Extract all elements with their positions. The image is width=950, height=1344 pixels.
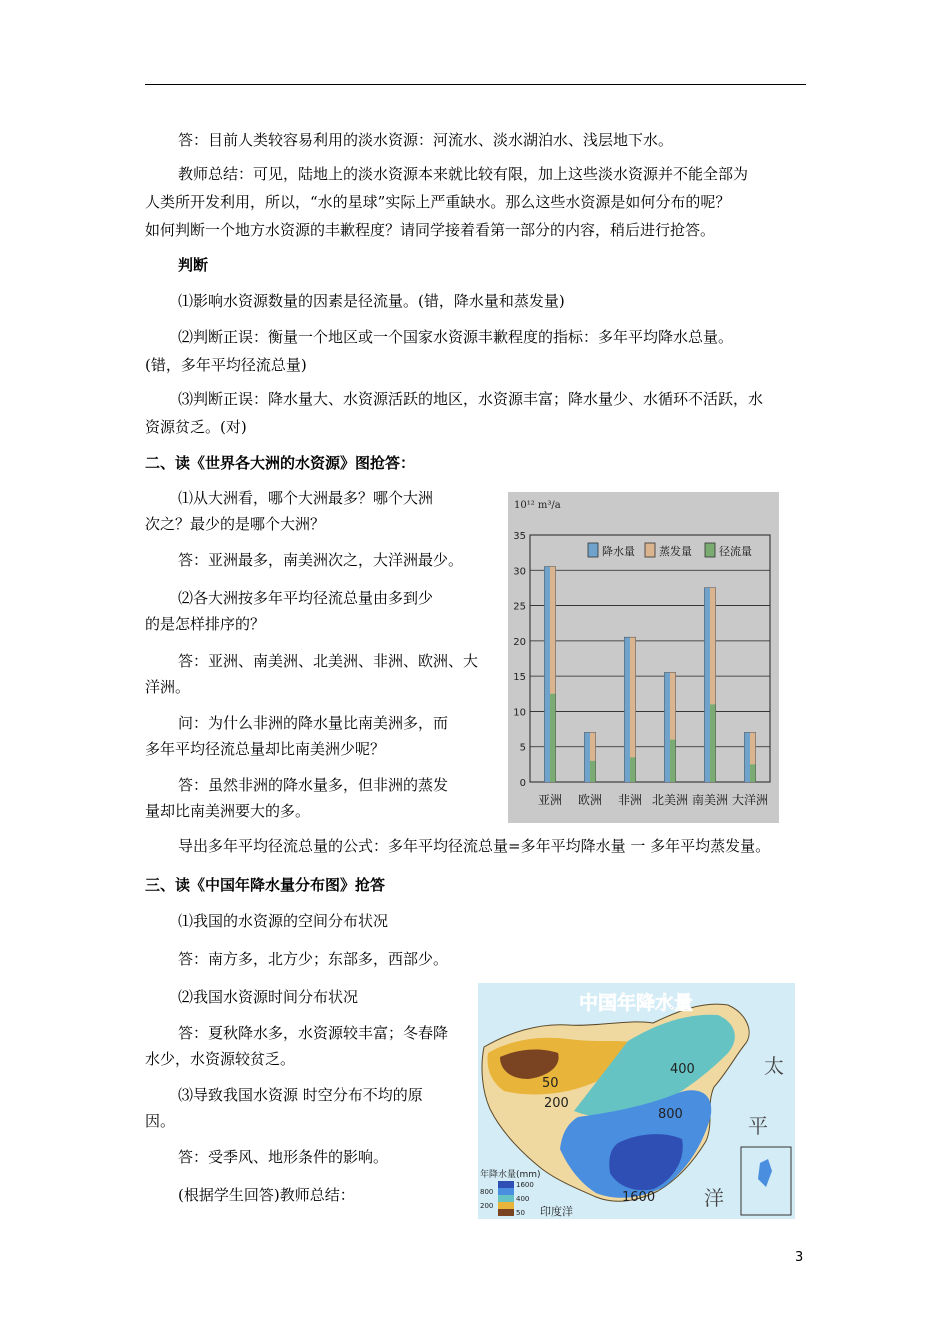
judge-item-1: ⑴影响水资源数量的因素是径流量。(错，降水量和蒸发量) [178, 292, 565, 310]
chart-xtick-label: 欧洲 [577, 793, 603, 807]
chart-bar-runoff [590, 761, 596, 782]
map-legend-label-800: 800 [480, 1188, 494, 1196]
map-legend-label-1600: 1600 [516, 1181, 534, 1189]
s3-a1: 答：南方多，北方少；东部多，西部少。 [178, 950, 449, 968]
a2-line-2: 洋洲。 [145, 678, 191, 696]
judge-item-2-line-2: (错，多年平均径流总量) [145, 356, 307, 374]
runoff-formula: 导出多年平均径流总量的公式：多年平均径流总量=多年平均降水量 一 多年平均蒸发量。 [178, 837, 771, 855]
map-ocean-label-yang: 洋 [704, 1186, 724, 1210]
chart-bar-runoff [750, 764, 756, 782]
map-legend-swatch-800 [498, 1188, 514, 1195]
q1-line-1: ⑴从大洲看，哪个大洲最多？哪个大洲 [178, 489, 434, 507]
s3-a2-line-1: 答：夏秋降水多，水资源较丰富；冬春降 [178, 1024, 449, 1042]
map-legend-label-50: 50 [516, 1209, 525, 1217]
map-isoline-50: 50 [542, 1076, 559, 1091]
s3-q1: ⑴我国的水资源的空间分布状况 [178, 912, 389, 930]
chart-bar-evaporation [550, 567, 556, 694]
s3-a2-line-2: 水少，水资源较贫乏。 [145, 1050, 296, 1068]
q1-line-2: 次之？最少的是哪个大洲？ [145, 515, 326, 533]
chart-bar-precipitation [625, 637, 631, 782]
q3-line-1: 问：为什么非洲的降水量比南美洲多，而 [178, 714, 449, 732]
map-ocean-label-tai: 太 [764, 1054, 784, 1078]
chart-legend-swatch [705, 543, 715, 557]
map-legend-title: 年降水量(mm) [480, 1170, 541, 1180]
chart-bar-evaporation [710, 588, 716, 704]
chart-legend-swatch [645, 543, 655, 557]
chart-xtick-label: 亚洲 [537, 793, 563, 807]
s3-a3: 答：受季风、地形条件的影响。 [178, 1148, 389, 1166]
chart-ytick-label: 10 [513, 707, 526, 719]
teacher-summary-line-2: 人类所开发利用，所以，“水的星球”实际上严重缺水。那么这些水资源是如何分布的呢？ [145, 193, 731, 211]
chart-ytick-label: 35 [513, 531, 526, 542]
map-legend-swatch-200 [498, 1202, 514, 1209]
judge-item-3-line-2: 资源贫乏。(对) [145, 418, 247, 436]
map-svg [478, 983, 795, 1219]
a3-line-2: 量却比南美洲要大的多。 [145, 802, 311, 820]
a2-line-1: 答：亚洲、南美洲、北美洲、非洲、欧洲、大 [178, 652, 479, 670]
chart-xtick-label: 北美洲 [651, 793, 689, 807]
q2-line-1: ⑵各大洲按多年平均径流总量由多到少 [178, 589, 434, 607]
chart-svg [508, 492, 779, 823]
header-rule [145, 84, 806, 85]
chart-ytick-label: 15 [513, 672, 526, 684]
map-legend-swatch-50 [498, 1209, 514, 1216]
page-number: 3 [795, 1250, 804, 1265]
chart-bar-runoff [710, 704, 716, 782]
map-ocean-label-ping: 平 [748, 1114, 768, 1138]
map-title: 中国年降水量 [578, 992, 694, 1014]
chart-xtick-label: 南美洲 [691, 793, 729, 807]
map-isoline-800: 800 [658, 1107, 683, 1122]
chart-xtick-label: 非洲 [617, 793, 643, 807]
judge-heading: 判断 [178, 256, 209, 274]
teacher-summary-line-3: 如何判断一个地方水资源的丰歉程度？请同学接着看第一部分的内容，稍后进行抢答。 [145, 221, 716, 239]
chart-ytick-label: 5 [519, 742, 526, 754]
map-legend-swatch-400 [498, 1195, 514, 1202]
map-ocean-label-indian: 印度洋 [540, 1205, 573, 1218]
chart-xtick-label: 大洋洲 [731, 793, 769, 807]
section-2-heading: 二、读《世界各大洲的水资源》图抢答： [145, 454, 416, 472]
chart-bar-evaporation [670, 673, 676, 740]
section-3-heading: 三、读《中国年降水量分布图》抢答 [145, 876, 386, 894]
chart-bar-runoff [550, 694, 556, 782]
continent-water-resources-chart [508, 492, 779, 823]
answer-freshwater: 答：目前人类较容易利用的淡水资源：河流水、淡水湖泊水、浅层地下水。 [178, 131, 674, 149]
map-legend-swatch-1600 [498, 1181, 514, 1188]
chart-legend-label: 径流量 [719, 545, 752, 558]
judge-item-3-line-1: ⑶判断正误：降水量大、水资源活跃的地区，水资源丰富；降水量少、水循环不活跃，水 [178, 390, 764, 408]
chart-bar-precipitation [545, 567, 551, 782]
map-isoline-1600: 1600 [622, 1190, 656, 1205]
map-legend-label-400: 400 [516, 1195, 530, 1203]
map-isoline-400: 400 [670, 1062, 695, 1077]
q2-line-2: 的是怎样排序的？ [145, 615, 266, 633]
chart-bar-precipitation [665, 673, 671, 782]
s3-q3-line-1: ⑶导致我国水资源 时空分布不均的原 [178, 1086, 423, 1104]
map-legend-label-200: 200 [480, 1202, 494, 1210]
chart-ytick-label: 30 [513, 566, 526, 578]
chart-plot-area [530, 535, 770, 782]
chart-bar-evaporation [750, 733, 756, 765]
chart-ytick-label: 25 [513, 601, 526, 613]
chart-bar-precipitation [585, 733, 591, 782]
china-precipitation-map [478, 983, 795, 1219]
chart-legend-swatch [588, 543, 598, 557]
map-isoline-200: 200 [544, 1096, 569, 1111]
chart-bar-precipitation [705, 588, 711, 782]
chart-ytick-label: 20 [513, 636, 526, 648]
chart-legend-label: 降水量 [602, 545, 635, 558]
chart-ylabel: 10¹² m³/a [514, 500, 561, 511]
teacher-summary-2: (根据学生回答)教师总结： [178, 1186, 355, 1204]
chart-bar-evaporation [630, 637, 636, 757]
chart-bar-runoff [630, 757, 636, 782]
chart-ytick-label: 0 [519, 778, 526, 789]
a1: 答：亚洲最多，南美洲次之，大洋洲最少。 [178, 551, 464, 569]
s3-q3-line-2: 因。 [145, 1112, 176, 1130]
s3-q2: ⑵我国水资源时间分布状况 [178, 988, 359, 1006]
a3-line-1: 答：虽然非洲的降水量多，但非洲的蒸发 [178, 776, 449, 794]
chart-legend-label: 蒸发量 [659, 545, 692, 558]
chart-bar-evaporation [590, 733, 596, 761]
chart-bar-precipitation [745, 733, 751, 782]
chart-bar-runoff [670, 740, 676, 782]
q3-line-2: 多年平均径流总量却比南美洲少呢？ [145, 740, 386, 758]
judge-item-2-line-1: ⑵判断正误：衡量一个地区或一个国家水资源丰歉程度的指标：多年平均降水总量。 [178, 328, 734, 346]
teacher-summary-line-1: 教师总结：可见，陆地上的淡水资源本来就比较有限，加上这些淡水资源并不能全部为 [178, 165, 749, 183]
